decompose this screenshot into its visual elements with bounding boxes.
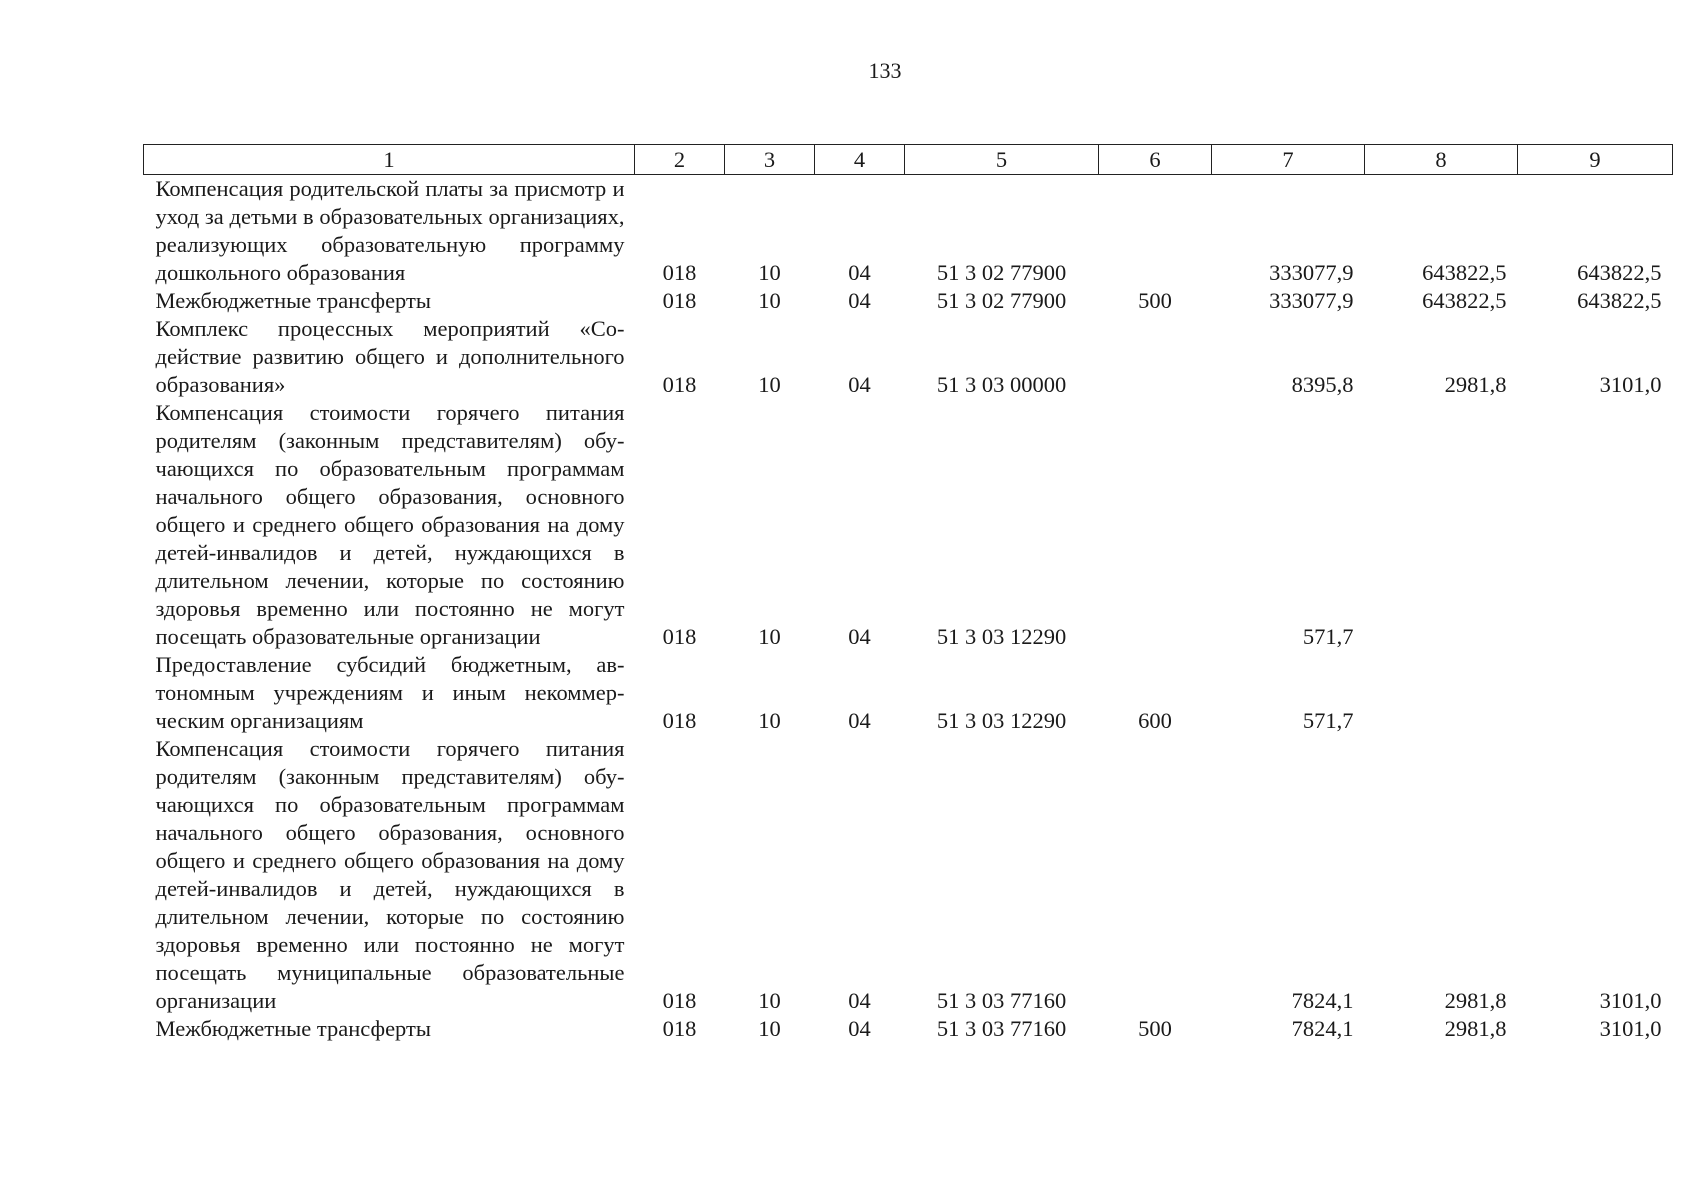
row-code-section: 10 [758, 708, 781, 733]
row-code-subsection: 04 [848, 624, 871, 649]
column-header-5: 5 [905, 145, 1099, 175]
row-amount-col7: 571,7 [1302, 708, 1354, 733]
row-code-expense-type: 600 [1138, 708, 1172, 733]
row-amount-col8 [1365, 399, 1518, 651]
table-row [144, 287, 1673, 315]
row-code-ministry: 018 [662, 260, 697, 285]
row-code-target: 51 3 03 00000 [936, 372, 1067, 397]
row-amount-col8: 2981,8 [1444, 988, 1507, 1013]
row-code-expense-type [1099, 399, 1212, 651]
table-row [144, 175, 1673, 288]
column-header-4: 4 [815, 145, 905, 175]
column-header-9: 9 [1518, 145, 1673, 175]
row-code-section: 10 [758, 260, 781, 285]
row-amount-col8: 643822,5 [1422, 288, 1507, 313]
row-code-target: 51 3 03 12290 [936, 708, 1067, 733]
row-code-target: 51 3 03 12290 [936, 624, 1067, 649]
row-code-subsection: 04 [848, 288, 871, 313]
row-code-expense-type [1099, 735, 1212, 1015]
row-amount-col9 [1518, 399, 1673, 651]
row-code-target: 51 3 03 77160 [936, 1016, 1067, 1041]
row-amount-col9: 643822,5 [1577, 260, 1662, 285]
row-name: Комплекс процессных мероприятий «Содействие развитию общего и дополнительного образования» [155, 316, 625, 397]
column-header-1: 1 [144, 145, 635, 175]
row-amount-col7: 333077,9 [1269, 288, 1354, 313]
row-code-expense-type [1099, 315, 1212, 399]
row-code-expense-type: 500 [1138, 288, 1172, 313]
row-amount-col7: 571,7 [1302, 624, 1354, 649]
row-code-ministry: 018 [662, 988, 697, 1013]
column-header-3: 3 [725, 145, 815, 175]
row-code-section: 10 [758, 288, 781, 313]
row-amount-col8 [1365, 651, 1518, 735]
row-code-ministry: 018 [662, 1016, 697, 1041]
table-row [144, 315, 1673, 399]
row-amount-col9: 3101,0 [1599, 372, 1662, 397]
row-code-section: 10 [758, 1016, 781, 1041]
row-code-section: 10 [758, 988, 781, 1013]
row-name: Компенсация стоимости горячего питания родителям (законным представителям) обучающихся по образовательным программам начального общего образования, основного общего и среднего общего образования на дому детей-инвалидов и детей, нуждающихся в длительном лечении, которые по состоянию здоровья временно или постоянно не могут посещать образовательные организации [155, 400, 625, 649]
row-code-section: 10 [758, 624, 781, 649]
row-amount-col9: 3101,0 [1599, 1016, 1662, 1041]
column-header-2: 2 [635, 145, 725, 175]
row-code-target: 51 3 03 77160 [936, 988, 1067, 1013]
row-code-subsection: 04 [848, 988, 871, 1013]
row-name: Предоставление субсидий бюджетным, автономным учреждениям и иным некоммерческим организациям [155, 652, 625, 733]
row-amount-col8: 2981,8 [1444, 1016, 1507, 1041]
column-header-6: 6 [1099, 145, 1212, 175]
row-name: Компенсация стоимости горячего питания родителям (законным представителям) обучающихся по образовательным программам начального общего образования, основного общего и среднего общего образования на дому детей-инвалидов и детей, нуждающихся в длительном лечении, которые по состоянию здоровья временно или постоянно не могут посещать муниципальные образовательные организации [155, 736, 625, 1013]
row-code-ministry: 018 [662, 288, 697, 313]
row-code-expense-type: 500 [1138, 1016, 1172, 1041]
row-amount-col7: 8395,8 [1291, 372, 1354, 397]
column-header-7: 7 [1212, 145, 1365, 175]
table-row [144, 651, 1673, 735]
table-header-row [144, 145, 1673, 175]
table-row [144, 735, 1673, 1015]
row-code-ministry: 018 [662, 372, 697, 397]
row-code-subsection: 04 [848, 1016, 871, 1041]
row-amount-col7: 333077,9 [1269, 260, 1354, 285]
row-code-ministry: 018 [662, 708, 697, 733]
row-code-subsection: 04 [848, 372, 871, 397]
budget-table [143, 144, 1673, 1043]
row-amount-col8: 2981,8 [1444, 372, 1507, 397]
row-amount-col9 [1518, 651, 1673, 735]
page-number: 133 [868, 58, 902, 83]
row-name: Межбюджетные трансферты [155, 1016, 431, 1041]
row-amount-col8: 643822,5 [1422, 260, 1507, 285]
row-name: Компенсация родительской платы за присмотр и уход за детьми в образовательных организациях, реализующих образовательную программу дошкольного образования [155, 176, 625, 285]
row-name: Межбюджетные трансферты [155, 288, 431, 313]
row-amount-col7: 7824,1 [1291, 1016, 1354, 1041]
row-code-section: 10 [758, 372, 781, 397]
row-code-ministry: 018 [662, 624, 697, 649]
row-amount-col9: 3101,0 [1599, 988, 1662, 1013]
row-amount-col9: 643822,5 [1577, 288, 1662, 313]
row-code-target: 51 3 02 77900 [936, 260, 1067, 285]
row-code-subsection: 04 [848, 708, 871, 733]
row-code-subsection: 04 [848, 260, 871, 285]
row-code-expense-type [1099, 175, 1212, 288]
row-code-target: 51 3 02 77900 [936, 288, 1067, 313]
table-row [144, 399, 1673, 651]
column-header-8: 8 [1365, 145, 1518, 175]
table-row [144, 1015, 1673, 1043]
row-amount-col7: 7824,1 [1291, 988, 1354, 1013]
